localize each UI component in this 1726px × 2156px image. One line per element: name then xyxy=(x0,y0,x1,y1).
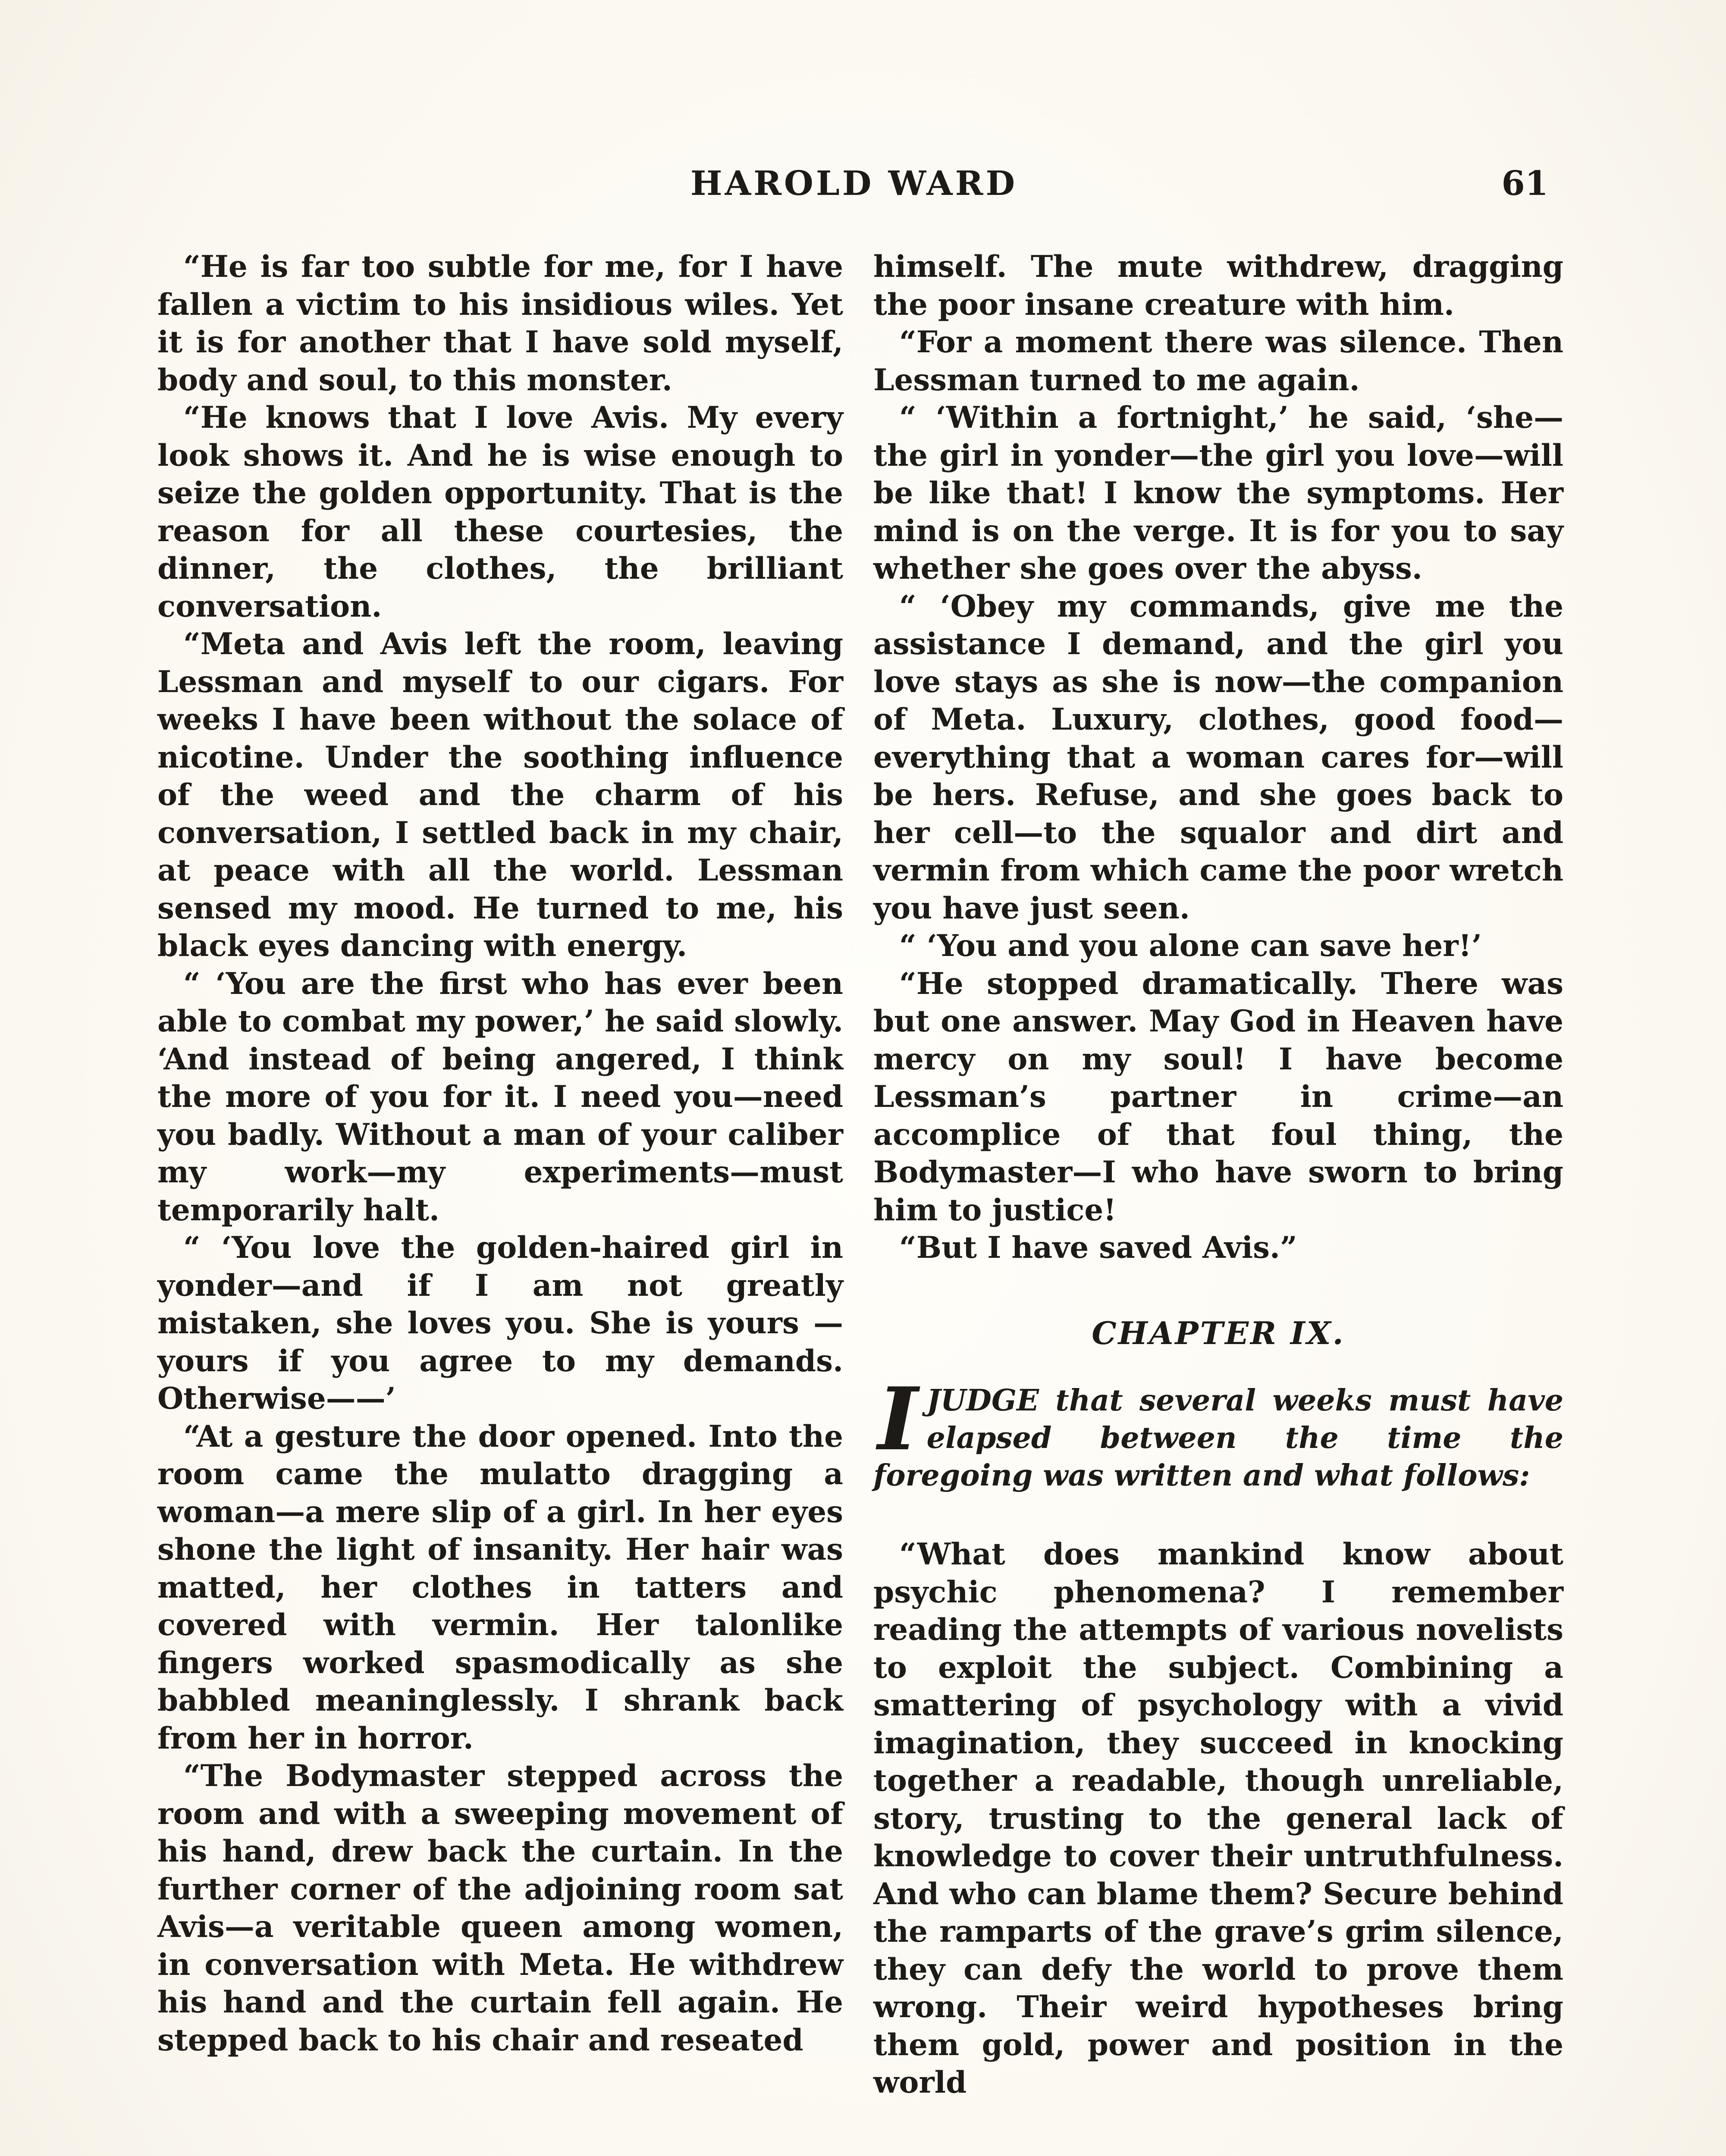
paragraph: “At a gesture the door opened. Into the room came the mulatto dragging a woman—a mere slip of a girl. In her eyes shone the light of insanity. Her hair was matted, her clothes in tatters and covered with vermin. Her talonlike fingers worked spasmodically as she babbled meaninglessly. I shrank back from her in horror. xyxy=(157,1419,843,1756)
chapter-intro-text: JUDGE that several weeks must have elapsed between the time the foregoing was written and what follows: xyxy=(873,1383,1563,1493)
paragraph: “What does mankind know about psychic phenomena? I remember reading the attempts of various novelists to exploit the subject. Combining a smattering of psychology with a vivid imagination, they succeed in knocking together a readable, though unreliable, story, trusting to the general lack of knowledge to cover their untruthfulness. And who can blame them? Secure behind the ramparts of the grave’s grim silence, they can defy the world to prove them wrong. Their weird hypotheses bring them gold, power and position in the world xyxy=(873,1537,1563,2100)
paragraph: “He knows that I love Avis. My every look shows it. And he is wise enough to seize the golden opportunity. That is the reason for all these courtesies, the dinner, the clothes, the brilliant conversation. xyxy=(157,400,843,624)
chapter-intro xyxy=(873,1369,1563,1495)
right-column xyxy=(873,248,1563,2102)
paragraph: “ ‘Obey my commands, give me the assistance I demand, and the girl you love stays as she is now—the companion of Meta. Luxury, clothes, good food—everything that a woman cares for—will be hers. Refuse, and she goes back to her cell—to the squalor and dirt and vermin from which came the poor wretch you have just seen. xyxy=(873,589,1563,926)
paragraph: “He is far too subtle for me, for I have fallen a victim to his insidious wiles. Yet it is for another that I have sold myself, body and soul, to this monster. xyxy=(157,249,843,398)
paragraph: “ ‘You love the golden-haired girl in yonder—and if I am not greatly mistaken, she loves you. She is yours —yours if you agree to my demands. Otherwise——’ xyxy=(157,1230,843,1416)
page-number: 61 xyxy=(1501,164,1548,203)
paragraph: “He stopped dramatically. There was but one answer. May God in Heaven have mercy on my soul! I have become Lessman’s partner in crime—an accomplice of that foul thing, the Bodymaster—I who have sworn to bring him to justice! xyxy=(873,966,1563,1228)
paragraph: “ ‘Within a fortnight,’ he said, ‘she—the girl in yonder—the girl you love—will be like that! I know the symptoms. Her mind is on the verge. It is for you to say whether she goes over the abyss. xyxy=(873,400,1563,586)
chapter-heading: CHAPTER IX. xyxy=(1092,1314,1345,1351)
paragraph: “The Bodymaster stepped across the room and with a sweeping movement of his hand, drew back the curtain. In the further corner of the adjoining room sat Avis—a veritable queen among women, in conversation with Meta. He withdrew his hand and the curtain fell again. He stepped back to his chair and reseated xyxy=(157,1758,843,2058)
left-column xyxy=(157,248,843,2059)
running-title: HAROLD WARD xyxy=(690,164,1018,203)
paragraph-continuation: himself. The mute withdrew, dragging the poor insane creature with him. xyxy=(873,249,1563,322)
paragraph: “ ‘You are the first who has ever been able to combat my power,’ he said slowly. ‘And instead of being angered, I think the more of you for it. I need you—need you badly. Without a man of your caliber my work—my experiments—must temporarily halt. xyxy=(157,966,843,1228)
paragraph: “Meta and Avis left the room, leaving Lessman and myself to our cigars. For weeks I have been without the solace of nicotine. Under the soothing influence of the weed and the charm of his conversation, I settled back in my chair, at peace with all the world. Lessman sensed my mood. He turned to me, his black eyes dancing with energy. xyxy=(157,627,843,963)
drop-cap: I xyxy=(878,1369,918,1470)
paragraph: “ ‘You and you alone can save her!’ xyxy=(899,928,1482,963)
running-head xyxy=(160,164,1548,211)
paragraph: “But I have saved Avis.” xyxy=(899,1230,1297,1265)
paragraph: “For a moment there was silence. Then Lessman turned to me again. xyxy=(873,325,1563,398)
